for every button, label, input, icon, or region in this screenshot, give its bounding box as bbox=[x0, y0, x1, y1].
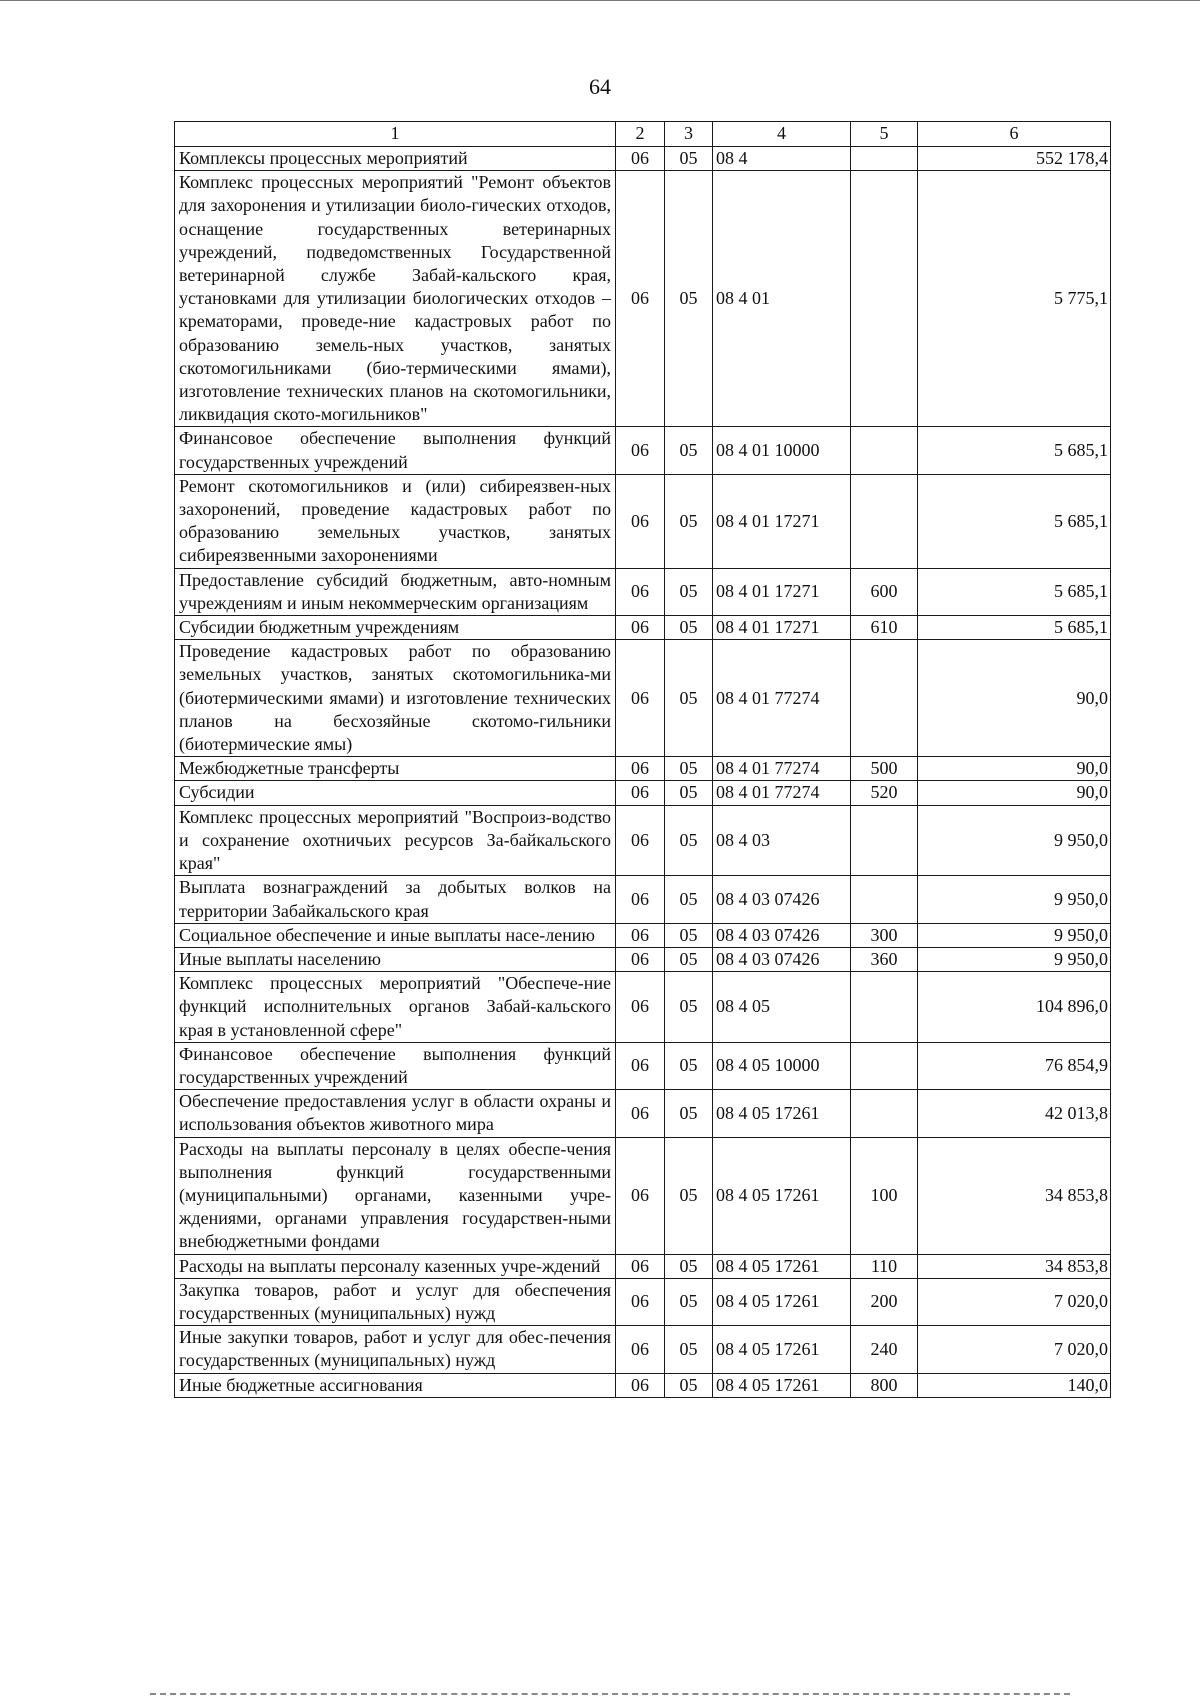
table-row bbox=[175, 972, 1111, 1043]
header-cell-6: 6 bbox=[918, 122, 1111, 147]
header-cell-4: 4 bbox=[713, 122, 851, 147]
table-row bbox=[175, 640, 1111, 757]
row-code-3: 05 bbox=[665, 923, 713, 947]
row-code-2: 06 bbox=[616, 1326, 665, 1373]
table-row bbox=[175, 474, 1111, 568]
row-code-4: 08 4 05 bbox=[713, 972, 851, 1043]
row-code-2: 06 bbox=[616, 1137, 665, 1254]
row-code-2: 06 bbox=[616, 1042, 665, 1089]
table-row bbox=[175, 568, 1111, 615]
table-row bbox=[175, 1373, 1111, 1397]
row-code-3: 05 bbox=[665, 427, 713, 474]
header-cell-3: 3 bbox=[665, 122, 713, 147]
row-code-4: 08 4 01 bbox=[713, 171, 851, 427]
page-number: 64 bbox=[589, 74, 611, 99]
row-amount: 5 775,1 bbox=[918, 171, 1111, 427]
row-code-5: 800 bbox=[851, 1373, 918, 1397]
row-code-3: 05 bbox=[665, 474, 713, 568]
row-name: Комплекс процессных мероприятий "Ремонт объектов для захоронения и утилизации биоло-гических отходов, оснащение государственных ветеринарных учреждений, подведомственных Государственной ветеринарной службе Забай-кальского края, установками для утилизации биологических отходов – крематорами, проведе-ние кадастровых работ по образованию земель-ных участков, занятых скотомогильниками (био-термическими ямами), изготовление технических планов на скотомогильники, ликвидация ското-могильников" bbox=[175, 171, 616, 427]
row-code-4: 08 4 01 77274 bbox=[713, 781, 851, 805]
row-code-5: 110 bbox=[851, 1254, 918, 1278]
row-code-2: 06 bbox=[616, 474, 665, 568]
row-code-5: 520 bbox=[851, 781, 918, 805]
row-name: Комплекс процессных мероприятий "Воспроиз-водство и сохранение охотничьих ресурсов За-байкальского края" bbox=[175, 805, 616, 876]
row-amount: 7 020,0 bbox=[918, 1326, 1111, 1373]
table-header-row bbox=[175, 122, 1111, 147]
row-code-4: 08 4 05 17261 bbox=[713, 1137, 851, 1254]
row-code-4: 08 4 01 10000 bbox=[713, 427, 851, 474]
budget-table bbox=[174, 121, 1111, 1398]
row-amount: 90,0 bbox=[918, 757, 1111, 781]
table-row bbox=[175, 1090, 1111, 1137]
row-name: Иные закупки товаров, работ и услуг для обес-печения государственных (муниципальных) нужд bbox=[175, 1326, 616, 1373]
row-code-2: 06 bbox=[616, 972, 665, 1043]
row-code-5 bbox=[851, 427, 918, 474]
table-row bbox=[175, 616, 1111, 640]
table-row bbox=[175, 781, 1111, 805]
row-code-2: 06 bbox=[616, 171, 665, 427]
row-code-5 bbox=[851, 171, 918, 427]
row-code-5: 100 bbox=[851, 1137, 918, 1254]
table-row bbox=[175, 171, 1111, 427]
row-code-5 bbox=[851, 876, 918, 923]
row-code-5: 360 bbox=[851, 947, 918, 971]
row-amount: 34 853,8 bbox=[918, 1254, 1111, 1278]
row-name: Финансовое обеспечение выполнения функций государственных учреждений bbox=[175, 427, 616, 474]
row-name: Финансовое обеспечение выполнения функций государственных учреждений bbox=[175, 1042, 616, 1089]
row-name: Выплата вознаграждений за добытых волков на территории Забайкальского края bbox=[175, 876, 616, 923]
row-code-5 bbox=[851, 147, 918, 171]
table-row bbox=[175, 876, 1111, 923]
row-code-5 bbox=[851, 805, 918, 876]
row-code-2: 06 bbox=[616, 616, 665, 640]
row-amount: 90,0 bbox=[918, 781, 1111, 805]
row-code-3: 05 bbox=[665, 1278, 713, 1325]
row-code-2: 06 bbox=[616, 1090, 665, 1137]
row-code-5: 200 bbox=[851, 1278, 918, 1325]
row-code-4: 08 4 03 07426 bbox=[713, 947, 851, 971]
row-name: Комплекс процессных мероприятий "Обеспече-ние функций исполнительных органов Забай-кальского края в установленной сфере" bbox=[175, 972, 616, 1043]
row-code-3: 05 bbox=[665, 171, 713, 427]
row-name: Социальное обеспечение и иные выплаты насе-лению bbox=[175, 923, 616, 947]
row-name: Ремонт скотомогильников и (или) сибиреязвен-ных захоронений, проведение кадастровых работ по образованию земельных участков, занятых сибиреязвенными захоронениями bbox=[175, 474, 616, 568]
row-code-3: 05 bbox=[665, 1373, 713, 1397]
row-amount: 104 896,0 bbox=[918, 972, 1111, 1043]
row-code-3: 05 bbox=[665, 147, 713, 171]
row-code-3: 05 bbox=[665, 781, 713, 805]
row-amount: 34 853,8 bbox=[918, 1137, 1111, 1254]
row-code-5 bbox=[851, 1090, 918, 1137]
row-name: Иные выплаты населению bbox=[175, 947, 616, 971]
row-code-3: 05 bbox=[665, 1042, 713, 1089]
row-code-3: 05 bbox=[665, 947, 713, 971]
row-code-4: 08 4 01 77274 bbox=[713, 757, 851, 781]
row-code-4: 08 4 01 77274 bbox=[713, 640, 851, 757]
row-name: Межбюджетные трансферты bbox=[175, 757, 616, 781]
row-code-5: 240 bbox=[851, 1326, 918, 1373]
row-code-4: 08 4 05 10000 bbox=[713, 1042, 851, 1089]
scan-bottom-edge bbox=[150, 1693, 1070, 1695]
row-amount: 76 854,9 bbox=[918, 1042, 1111, 1089]
row-name: Расходы на выплаты персоналу в целях обеспе-чения выполнения функций государственными (муниципальными) органами, казенными учре-ждениями, органами управления государствен-ными внебюджетными фондами bbox=[175, 1137, 616, 1254]
row-amount: 7 020,0 bbox=[918, 1278, 1111, 1325]
row-amount: 5 685,1 bbox=[918, 474, 1111, 568]
header-cell-1: 1 bbox=[175, 122, 616, 147]
table-row bbox=[175, 1278, 1111, 1325]
row-code-3: 05 bbox=[665, 1326, 713, 1373]
row-code-4: 08 4 05 17261 bbox=[713, 1326, 851, 1373]
table-row bbox=[175, 1254, 1111, 1278]
row-name: Субсидии бюджетным учреждениям bbox=[175, 616, 616, 640]
row-code-4: 08 4 bbox=[713, 147, 851, 171]
row-code-3: 05 bbox=[665, 616, 713, 640]
row-code-2: 06 bbox=[616, 805, 665, 876]
row-code-2: 06 bbox=[616, 147, 665, 171]
table-row bbox=[175, 1326, 1111, 1373]
table-row bbox=[175, 1042, 1111, 1089]
table-row bbox=[175, 427, 1111, 474]
row-code-2: 06 bbox=[616, 1373, 665, 1397]
row-code-3: 05 bbox=[665, 640, 713, 757]
row-code-4: 08 4 01 17271 bbox=[713, 616, 851, 640]
row-code-2: 06 bbox=[616, 568, 665, 615]
row-code-5: 600 bbox=[851, 568, 918, 615]
row-code-3: 05 bbox=[665, 1137, 713, 1254]
row-code-4: 08 4 03 07426 bbox=[713, 876, 851, 923]
row-amount: 5 685,1 bbox=[918, 568, 1111, 615]
row-code-5 bbox=[851, 640, 918, 757]
row-code-2: 06 bbox=[616, 1254, 665, 1278]
row-amount: 9 950,0 bbox=[918, 923, 1111, 947]
table-row bbox=[175, 757, 1111, 781]
row-code-3: 05 bbox=[665, 1254, 713, 1278]
row-name: Комплексы процессных мероприятий bbox=[175, 147, 616, 171]
row-code-2: 06 bbox=[616, 947, 665, 971]
row-name: Проведение кадастровых работ по образованию земельных участков, занятых скотомогильника-ми (биотермическими ямами) и изготовление технических планов на бесхозяйные скотомо-гильники (биотермические ямы) bbox=[175, 640, 616, 757]
table-row bbox=[175, 805, 1111, 876]
row-code-5 bbox=[851, 972, 918, 1043]
row-code-4: 08 4 03 07426 bbox=[713, 923, 851, 947]
row-name: Обеспечение предоставления услуг в области охраны и использования объектов животного мира bbox=[175, 1090, 616, 1137]
row-code-3: 05 bbox=[665, 805, 713, 876]
row-code-5 bbox=[851, 474, 918, 568]
row-code-3: 05 bbox=[665, 1090, 713, 1137]
row-code-2: 06 bbox=[616, 923, 665, 947]
row-name: Расходы на выплаты персоналу казенных учре-ждений bbox=[175, 1254, 616, 1278]
row-code-3: 05 bbox=[665, 972, 713, 1043]
row-code-4: 08 4 01 17271 bbox=[713, 474, 851, 568]
row-code-2: 06 bbox=[616, 757, 665, 781]
row-code-3: 05 bbox=[665, 876, 713, 923]
row-code-2: 06 bbox=[616, 1278, 665, 1325]
header-cell-2: 2 bbox=[616, 122, 665, 147]
header-cell-5: 5 bbox=[851, 122, 918, 147]
table-row bbox=[175, 1137, 1111, 1254]
row-amount: 5 685,1 bbox=[918, 427, 1111, 474]
row-amount: 9 950,0 bbox=[918, 805, 1111, 876]
row-amount: 90,0 bbox=[918, 640, 1111, 757]
row-code-2: 06 bbox=[616, 876, 665, 923]
row-amount: 552 178,4 bbox=[918, 147, 1111, 171]
scan-top-edge bbox=[0, 0, 1200, 1]
row-code-5 bbox=[851, 1042, 918, 1089]
row-name: Предоставление субсидий бюджетным, авто-номным учреждениям и иным некоммерческим организациям bbox=[175, 568, 616, 615]
row-name: Субсидии bbox=[175, 781, 616, 805]
table-row bbox=[175, 923, 1111, 947]
row-name: Иные бюджетные ассигнования bbox=[175, 1373, 616, 1397]
row-code-3: 05 bbox=[665, 568, 713, 615]
row-code-5: 300 bbox=[851, 923, 918, 947]
row-code-5: 610 bbox=[851, 616, 918, 640]
row-code-2: 06 bbox=[616, 781, 665, 805]
row-code-2: 06 bbox=[616, 427, 665, 474]
table-row bbox=[175, 947, 1111, 971]
row-code-4: 08 4 05 17261 bbox=[713, 1373, 851, 1397]
row-amount: 9 950,0 bbox=[918, 876, 1111, 923]
row-code-4: 08 4 05 17261 bbox=[713, 1090, 851, 1137]
row-amount: 42 013,8 bbox=[918, 1090, 1111, 1137]
row-code-5: 500 bbox=[851, 757, 918, 781]
row-code-3: 05 bbox=[665, 757, 713, 781]
row-amount: 5 685,1 bbox=[918, 616, 1111, 640]
row-code-4: 08 4 05 17261 bbox=[713, 1278, 851, 1325]
row-name: Закупка товаров, работ и услуг для обеспечения государственных (муниципальных) нужд bbox=[175, 1278, 616, 1325]
row-amount: 9 950,0 bbox=[918, 947, 1111, 971]
row-amount: 140,0 bbox=[918, 1373, 1111, 1397]
row-code-4: 08 4 03 bbox=[713, 805, 851, 876]
row-code-4: 08 4 05 17261 bbox=[713, 1254, 851, 1278]
table-row bbox=[175, 147, 1111, 171]
row-code-2: 06 bbox=[616, 640, 665, 757]
row-code-4: 08 4 01 17271 bbox=[713, 568, 851, 615]
